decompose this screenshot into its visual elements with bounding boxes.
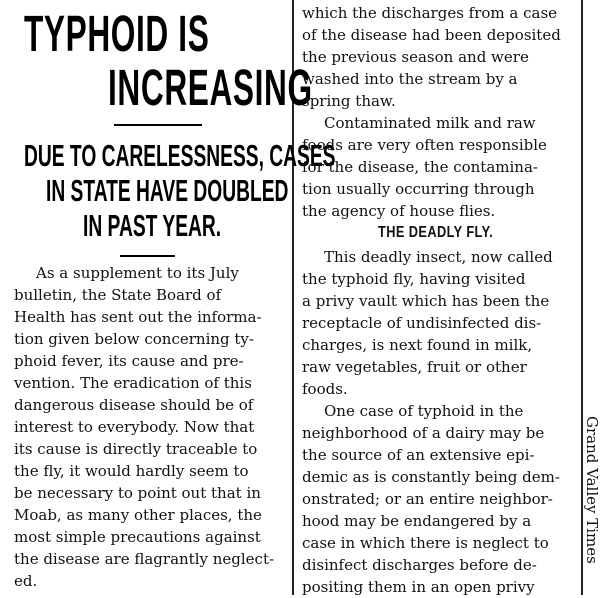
headline-line-2: INCREASING [108,59,313,116]
body-line: phoid fever, its cause and pre- [14,352,244,370]
body-line: This deadly insect, now called [324,248,553,266]
body-line: foods are very often responsible [302,136,547,154]
body-line: positing them in an open privy [302,578,535,596]
body-line: hood may be endangered by a [302,512,532,530]
body-line: be necessary to point out that in [14,484,261,502]
body-line: receptacle of undisinfected dis- [302,314,542,332]
body-line: the agency of house flies. [302,202,496,220]
deck-separator [120,255,175,257]
body-line: neighborhood of a dairy may be [302,424,545,442]
body-line: Moab, as many other places, the [14,506,262,524]
body-line: for the disease, the contamina- [302,158,538,176]
left-body-text [14,262,274,592]
body-line: the typhoid fly, having visited [302,270,526,288]
deck-line-2: IN STATE HAVE DOUBLED [46,173,289,208]
body-line: the disease are flagrantly neglect- [14,550,275,568]
headline-separator [114,124,202,126]
headline-line-1: TYPHOID IS [24,5,210,62]
body-line: vention. The eradication of this [14,374,252,392]
body-line: demic as is constantly being dem- [302,468,560,486]
right-column [296,0,581,595]
body-line: One case of typhoid in the [324,402,524,420]
body-line: As a supplement to its July [36,264,239,282]
source-credit [581,416,605,591]
body-line: tion given below concerning ty- [14,330,254,348]
body-line: its cause is directly traceable to [14,440,258,458]
body-line: the fly, it would hardly seem to [14,462,249,480]
body-line: tion usually occurring through [302,180,535,198]
body-line: dangerous disease should be of [14,396,254,414]
deck-line-3: IN PAST YEAR. [83,208,222,243]
right-body-top [302,2,561,222]
body-line: bulletin, the State Board of [14,286,222,304]
body-line: case in which there is neglect to [302,534,549,552]
body-line: Contaminated milk and raw [324,114,536,132]
subhead-deadly-fly: THE DEADLY FLY. [378,224,494,241]
body-line: charges, is next found in milk, [302,336,533,354]
body-line: of the disease had been deposited [302,26,561,44]
right-body-bottom [302,246,560,598]
source-credit-text: Grand Valley Times [583,416,601,564]
body-line: a privy vault which has been the [302,292,550,310]
body-line: the source of an extensive epi- [302,446,535,464]
body-line: ed. [14,572,38,590]
body-line: foods. [302,380,348,398]
deck-line-1: DUE TO CARELESSNESS, CASES [24,138,336,173]
body-line: washed into the stream by a [302,70,518,88]
body-line: disinfect discharges before de- [302,556,537,574]
body-line: which the discharges from a case [302,4,558,22]
body-line: spring thaw. [302,92,396,110]
body-line: Health has sent out the informa- [14,308,262,326]
body-line: raw vegetables, fruit or other [302,358,527,376]
body-line: onstrated; or an entire neighbor- [302,490,553,508]
body-line: the previous season and were [302,48,529,66]
body-line: interest to everybody. Now that [14,418,255,436]
body-line: most simple precautions against [14,528,261,546]
